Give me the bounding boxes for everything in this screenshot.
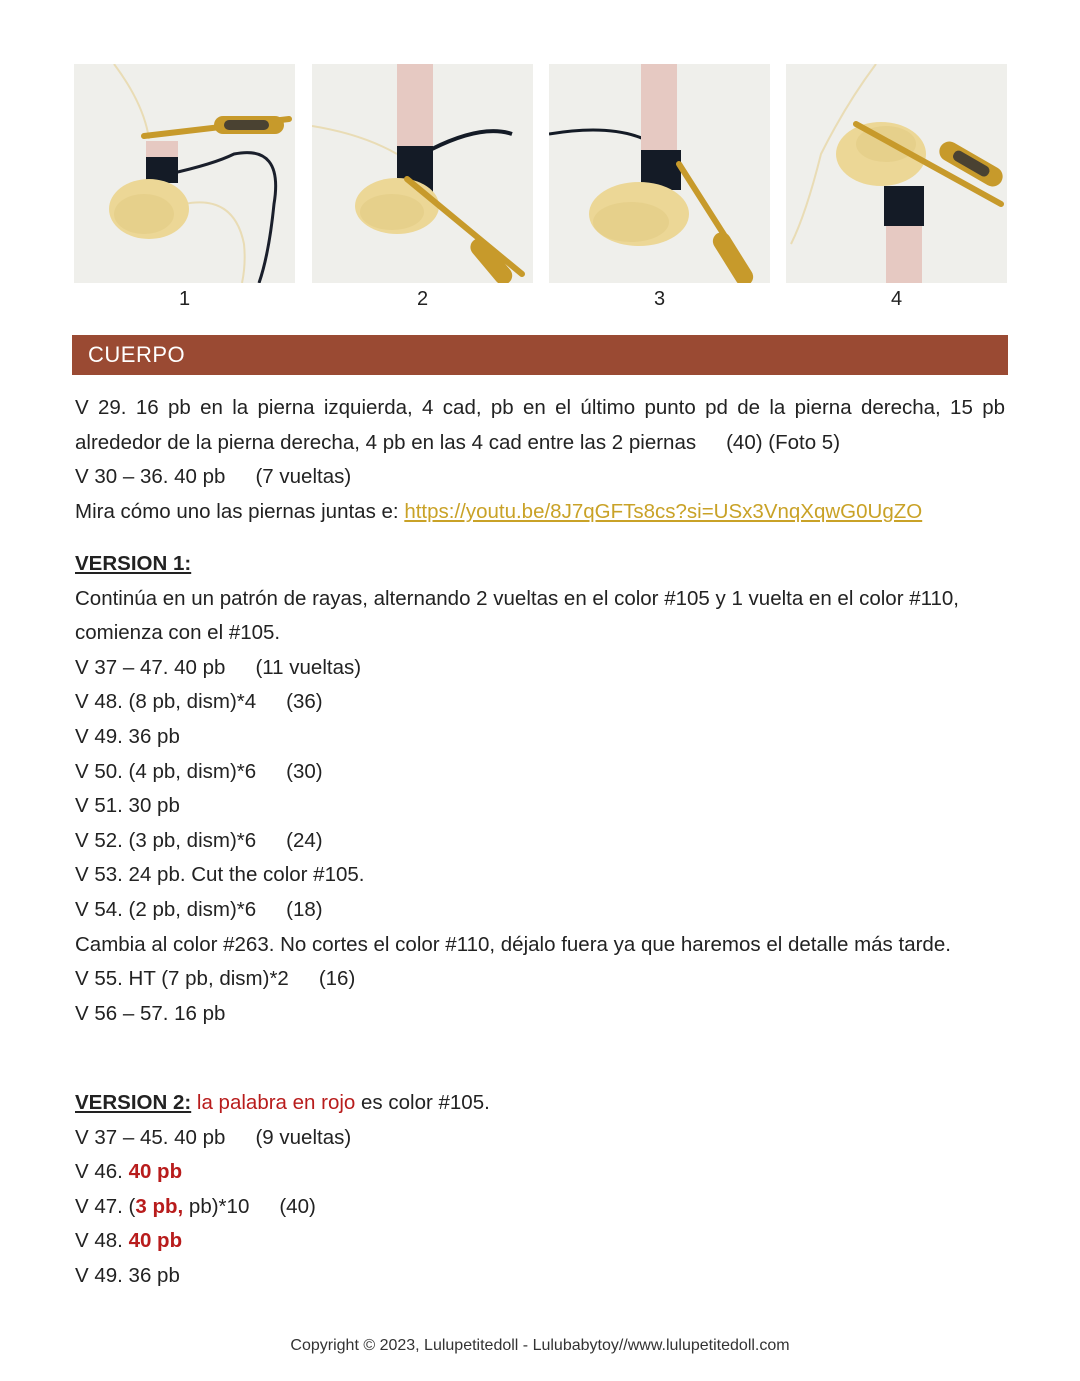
- photo-2-image: [312, 64, 533, 283]
- v1-row: V 54. (2 pb, dism)*6 (18): [75, 897, 323, 921]
- version-1-heading: VERSION 1:: [75, 552, 192, 575]
- video-link-label: Mira cómo uno las piernas juntas e:: [75, 499, 405, 523]
- photo-caption-2: 2: [416, 288, 429, 310]
- v1-row: V 50. (4 pb, dism)*6 (30): [75, 759, 323, 783]
- step-photo-4: [786, 64, 1007, 283]
- photo-caption-3: 3: [653, 288, 666, 310]
- version-2-block: VERSION 2: la palabra en rojo es color #105. V 37 – 45. 40 pb (9 vueltas) V 46. 40 pb V 47. (3 pb, pb)*10 (40) V 48. 40 pb V 49. 36 pb: [75, 1086, 1005, 1294]
- step-photo-2: [312, 64, 533, 283]
- v1-row: V 37 – 47. 40 pb (11 vueltas): [75, 655, 362, 679]
- photo-1-image: [74, 64, 295, 283]
- section-header-bar: [72, 335, 1008, 375]
- photo-strip: [74, 64, 1007, 314]
- v2-row: V 46. 40 pb: [75, 1160, 183, 1184]
- v1-row: V 53. 24 pb. Cut the color #105.: [75, 863, 365, 887]
- copyright-footer: Copyright © 2023, Lulupetitedoll - Lulubabytoy//www.lulupetitedoll.com: [290, 1337, 790, 1354]
- v2-row: V 47. (3 pb, pb)*10 (40): [75, 1194, 316, 1218]
- v1-row: V 56 – 57. 16 pb: [75, 1001, 226, 1025]
- version-1-color-note: Cambia al color #263. No cortes el color #110, déjalo fuera ya que haremos el detalle más tarde.: [75, 932, 951, 956]
- round-30-36-text: [75, 460, 1005, 495]
- version-2-heading: VERSION 2:: [75, 1091, 192, 1114]
- round-30-36-instructions: V 30 – 36. 40 pb: [75, 465, 226, 489]
- step-photo-3: [549, 64, 770, 283]
- intro-block: [75, 391, 1005, 529]
- version-1-block: [75, 547, 1005, 1031]
- v2-row: V 37 – 45. 40 pb (9 vueltas): [75, 1125, 352, 1149]
- version-1-description: Continúa en un patrón de rayas, alternando 2 vueltas en el color #105 y 1 vuelta en el color #110, comienza con el #105.: [75, 586, 959, 645]
- round-29-text: [75, 391, 1005, 460]
- photo-caption-1: 1: [178, 288, 191, 310]
- v2-row: V 49. 36 pb: [75, 1263, 180, 1287]
- round-29-instructions: V 29. 16 pb en la pierna izquierda, 4 cad, pb en el último punto pd de la pierna derecha, 15 pb alrededor de la pierna derecha, 4 pb en las 4 cad entre las 2 piernas: [75, 396, 1005, 454]
- v1-row: V 51. 30 pb: [75, 794, 180, 818]
- step-photo-1: [74, 64, 295, 283]
- v1-row: V 48. (8 pb, dism)*4 (36): [75, 690, 323, 714]
- photo-4-image: [786, 64, 1007, 283]
- v1-row: V 52. (3 pb, dism)*6 (24): [75, 828, 323, 852]
- section-title: CUERPO: [88, 342, 186, 367]
- red-word-legend: la palabra en rojo: [196, 1091, 356, 1114]
- v1-row: V 49. 36 pb: [75, 724, 180, 748]
- round-29-count: (40) (Foto 5): [726, 430, 841, 454]
- video-link-line: [75, 495, 1005, 530]
- youtube-video-link[interactable]: https://youtu.be/8J7qGFTs8cs?si=USx3VnqXqwG0UgZO: [404, 499, 923, 523]
- v2-row: V 48. 40 pb: [75, 1229, 183, 1253]
- photo-caption-4: 4: [890, 288, 903, 310]
- round-30-36-count: (7 vueltas): [255, 465, 352, 489]
- v1-row: V 55. HT (7 pb, dism)*2 (16): [75, 967, 356, 991]
- photo-3-image: [549, 64, 770, 283]
